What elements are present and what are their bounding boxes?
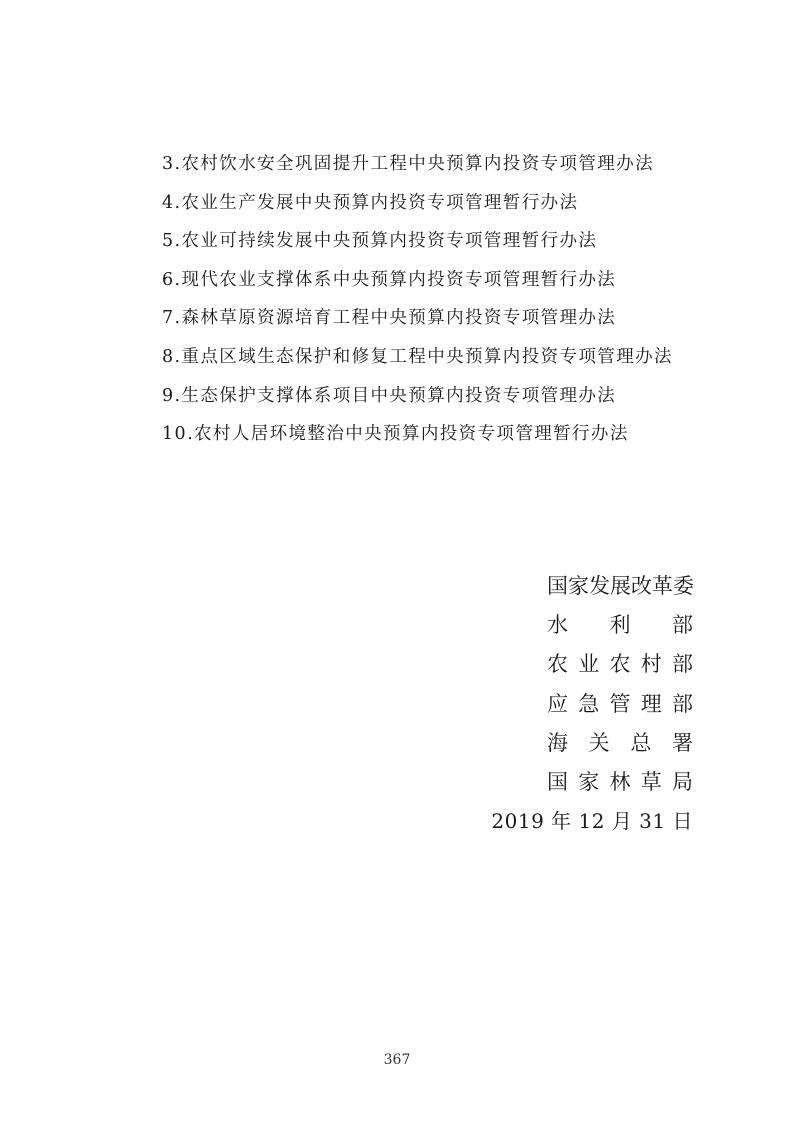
signatory-char: 局 bbox=[672, 770, 693, 794]
signatory-char: 草 bbox=[640, 770, 662, 794]
signatory-char: 关 bbox=[588, 731, 610, 755]
signatory-char: 国 bbox=[547, 574, 568, 598]
signatory-char: 理 bbox=[640, 692, 662, 716]
signatory-char: 村 bbox=[640, 652, 662, 676]
signatory-agriculture bbox=[547, 650, 693, 678]
signatory-char: 林 bbox=[609, 770, 631, 794]
signatory-water-resources bbox=[547, 611, 693, 639]
signatory-customs bbox=[547, 729, 693, 757]
signatory-char: 家 bbox=[568, 574, 589, 598]
list-item: 4.农业生产发展中央预算内投资专项管理暂行办法 bbox=[162, 192, 579, 213]
list-item: 9.生态保护支撑体系项目中央预算内投资专项管理办法 bbox=[162, 385, 617, 406]
signatory-char: 改 bbox=[631, 574, 652, 598]
signatory-char: 农 bbox=[547, 652, 568, 676]
signatory-char: 水 bbox=[547, 613, 568, 637]
signatory-char: 家 bbox=[578, 770, 600, 794]
signatory-char: 发 bbox=[589, 574, 610, 598]
signatory-char: 署 bbox=[671, 731, 693, 755]
signatory-char: 部 bbox=[672, 692, 693, 716]
list-item: 5.农业可持续发展中央预算内投资专项管理暂行办法 bbox=[162, 231, 598, 252]
signatory-char: 展 bbox=[610, 574, 631, 598]
signatory-char: 管 bbox=[609, 692, 631, 716]
list-item: 3.农村饮水安全巩固提升工程中央预算内投资专项管理办法 bbox=[162, 154, 654, 174]
document-date: 2019 年 12 月 31 日 bbox=[491, 809, 693, 833]
signatory-char: 革 bbox=[652, 574, 673, 598]
signatory-ndrc bbox=[547, 572, 693, 600]
signatory-char: 利 bbox=[609, 613, 631, 637]
signatory-forestry-grassland bbox=[547, 768, 693, 796]
signatory-emergency-management bbox=[547, 690, 693, 718]
signatory-char: 海 bbox=[547, 731, 568, 755]
signatory-char: 业 bbox=[578, 652, 600, 676]
signatory-char: 农 bbox=[609, 652, 631, 676]
list-item: 10.农村人居环境整治中央预算内投资专项管理暂行办法 bbox=[162, 424, 629, 445]
list-item: 6.现代农业支撑体系中央预算内投资专项管理暂行办法 bbox=[162, 269, 617, 290]
list-item: 7.森林草原资源培育工程中央预算内投资专项管理办法 bbox=[162, 308, 617, 329]
signatory-char: 委 bbox=[673, 574, 694, 598]
signatory-char: 部 bbox=[672, 652, 693, 676]
list-item: 8.重点区域生态保护和修复工程中央预算内投资专项管理办法 bbox=[162, 346, 673, 367]
signatory-char: 急 bbox=[578, 692, 600, 716]
signatory-char: 总 bbox=[630, 731, 652, 755]
document-list bbox=[162, 150, 762, 459]
signatory-char: 应 bbox=[547, 692, 568, 716]
signatory-char: 部 bbox=[672, 613, 693, 637]
page-number: 367 bbox=[383, 1052, 411, 1068]
signatory-char: 国 bbox=[547, 770, 568, 794]
